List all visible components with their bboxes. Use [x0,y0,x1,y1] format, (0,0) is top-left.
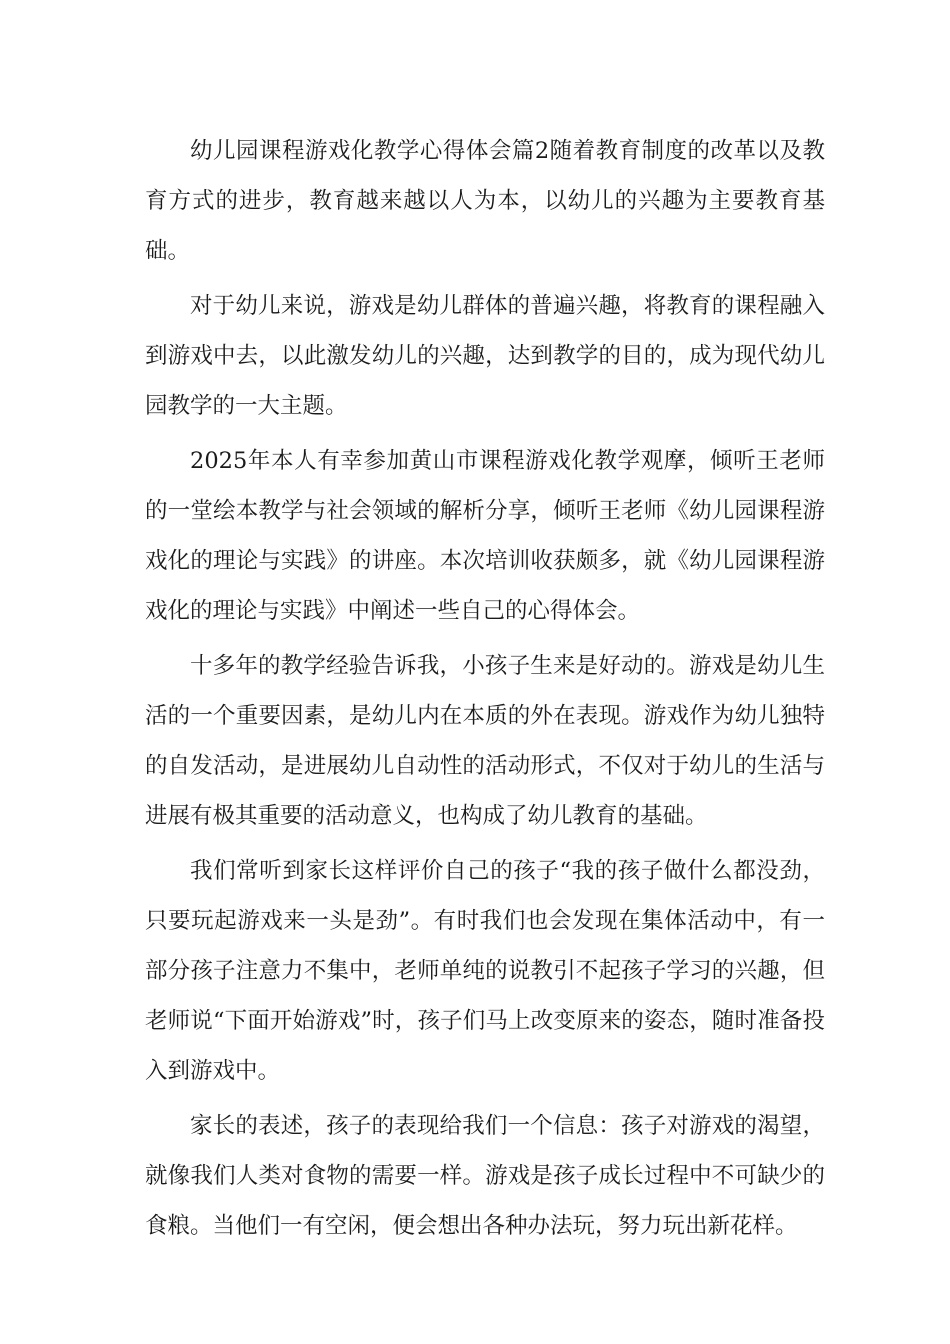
paragraph-1: 幼儿园课程游戏化教学心得体会篇2随着教育制度的改革以及教育方式的进步，教育越来越以人为本，以幼儿的兴趣为主要教育基础。 [145,138,825,264]
paragraph-4: 十多年的教学经验告诉我，小孩子生来是好动的。游戏是幼儿生活的一个重要因素，是幼儿内在本质的外在表现。游戏作为幼儿独特的自发活动，是进展幼儿自动性的活动形式，不仅对于幼儿的生活与进展有极其重要的活动意义，也构成了幼儿教育的基础。 [145,653,825,829]
document-body [145,126,825,1256]
paragraph-6: 家长的表述，孩子的表现给我们一个信息：孩子对游戏的渴望，就像我们人类对食物的需要一样。游戏是孩子成长过程中不可缺少的食粮。当他们一有空闲，便会想出各种办法玩，努力玩出新花样。 [145,1113,825,1239]
paragraph-5: 我们常听到家长这样评价自己的孩子“我的孩子做什么都没劲，只要玩起游戏来一头是劲”。有时我们也会发现在集体活动中，有一部分孩子注意力不集中，老师单纯的说教引不起孩子学习的兴趣，但老师说“下面开始游戏”时，孩子们马上改变原来的姿态，随时准备投入到游戏中。 [145,858,825,1084]
paragraph-2: 对于幼儿来说，游戏是幼儿群体的普遍兴趣，将教育的课程融入到游戏中去，以此激发幼儿的兴趣，达到教学的目的，成为现代幼儿园教学的一大主题。 [145,293,825,419]
paragraph-3: 2025年本人有幸参加黄山市课程游戏化教学观摩，倾听王老师的一堂绘本教学与社会领域的解析分享，倾听王老师《幼儿园课程游戏化的理论与实践》的讲座。本次培训收获颇多，就《幼儿园课程游戏化的理论与实践》中阐述一些自己的心得体会。 [145,448,825,624]
